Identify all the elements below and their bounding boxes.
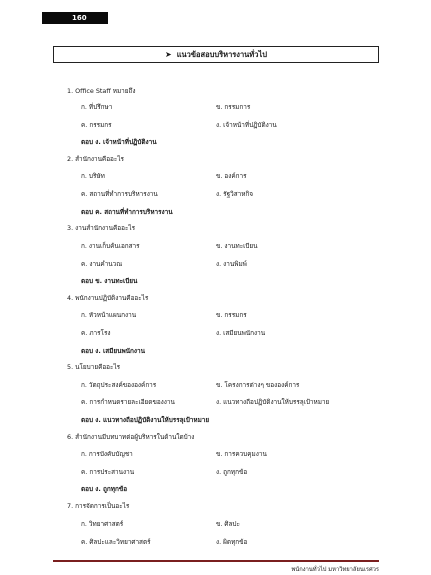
choice-c: ค. การประสานงาน	[81, 468, 135, 476]
question-stem: 5. นโยบายคืออะไร	[67, 363, 121, 371]
answer-line: ตอบ ง. เสมียนพนักงาน	[81, 347, 145, 355]
section-title: แนวข้อสอบบริหารงานทั่วไป	[176, 49, 267, 59]
choice-d: ง. แนวทางถือปฏิบัติงานให้บรรลุเป้าหมาย	[216, 398, 330, 406]
choice-b: ข. โครงการต่างๆ ขององค์การ	[216, 381, 300, 389]
question-stem: 2. สำนักงานคืออะไร	[67, 155, 124, 163]
choice-d: ง. รัฐวิสาหกิจ	[216, 190, 254, 198]
choice-a: ก. วัตถุประสงค์ขององค์การ	[81, 381, 157, 389]
choice-b: ข. งานทะเบียน	[216, 242, 258, 250]
choice-b: ข. การควบคุมงาน	[216, 450, 267, 458]
footer-rule	[53, 560, 379, 562]
question-stem: 3. งานสำนักงานคืออะไร	[67, 224, 136, 232]
answer-line: ตอบ ข. งานทะเบียน	[81, 277, 138, 285]
footer-text: พนักงานทั่วไป มหาวิทยาลัยนเรศวร	[291, 567, 379, 573]
answer-line: ตอบ ง. ถูกทุกข้อ	[81, 485, 128, 493]
arrow-icon: ➤	[164, 50, 172, 59]
choice-a: ก. การบังคับบัญชา	[81, 450, 133, 458]
choice-d: ง. เสมียนพนักงาน	[216, 329, 266, 337]
question-stem: 4. พนักงานปฏิบัติงานคืออะไร	[67, 294, 149, 302]
choice-c: ค. ภารโรง	[81, 329, 111, 337]
answer-line: ตอบ ง. แนวทางถือปฏิบัติงานให้บรรลุเป้าหมาย	[81, 416, 210, 424]
answer-line: ตอบ ค. สถานที่ทำการบริหารงาน	[81, 208, 173, 216]
choice-d: ง. งานพิมพ์	[216, 260, 247, 268]
choice-b: ข. กรรมการ	[216, 103, 251, 111]
choice-b: ข. ศิลปะ	[216, 520, 240, 528]
question-stem: 7. การจัดการเป็นอะไร	[67, 502, 130, 510]
choice-a: ก. หัวหน้าแผนกงาน	[81, 311, 137, 319]
choice-b: ข. องค์การ	[216, 172, 247, 180]
choice-a: ก. งานเก็บค้นเอกสาร	[81, 242, 140, 250]
choice-a: ก. วิทยาศาสตร์	[81, 520, 124, 528]
choice-a: ก. ที่ปรึกษา	[81, 103, 113, 111]
section-header	[53, 46, 379, 63]
page-number-badge: 160	[42, 12, 108, 24]
choice-d: ง. ผิดทุกข้อ	[216, 538, 248, 546]
choice-a: ก. บริษัท	[81, 172, 105, 180]
choice-d: ง. เจ้าหน้าที่ปฏิบัติงาน	[216, 121, 277, 129]
choice-c: ค. ศิลปะและวิทยาศาสตร์	[81, 538, 151, 546]
choice-c: ค. งานคำนวณ	[81, 260, 123, 268]
question-stem: 6. สำนักงานมีบทบาทต่อผู้บริหารในด้านใดบ้าง	[67, 433, 195, 441]
choice-c: ค. สถานที่ทำการบริหารงาน	[81, 190, 158, 198]
question-stem: 1. Office Staff หมายถึง	[67, 87, 136, 95]
choice-d: ง. ถูกทุกข้อ	[216, 468, 248, 476]
choice-c: ค. กรรมกร	[81, 121, 112, 129]
choice-b: ข. กรรมกร	[216, 311, 247, 319]
answer-line: ตอบ ง. เจ้าหน้าที่ปฏิบัติงาน	[81, 138, 157, 146]
choice-c: ค. การกำหนดรายละเอียดของงาน	[81, 398, 175, 406]
